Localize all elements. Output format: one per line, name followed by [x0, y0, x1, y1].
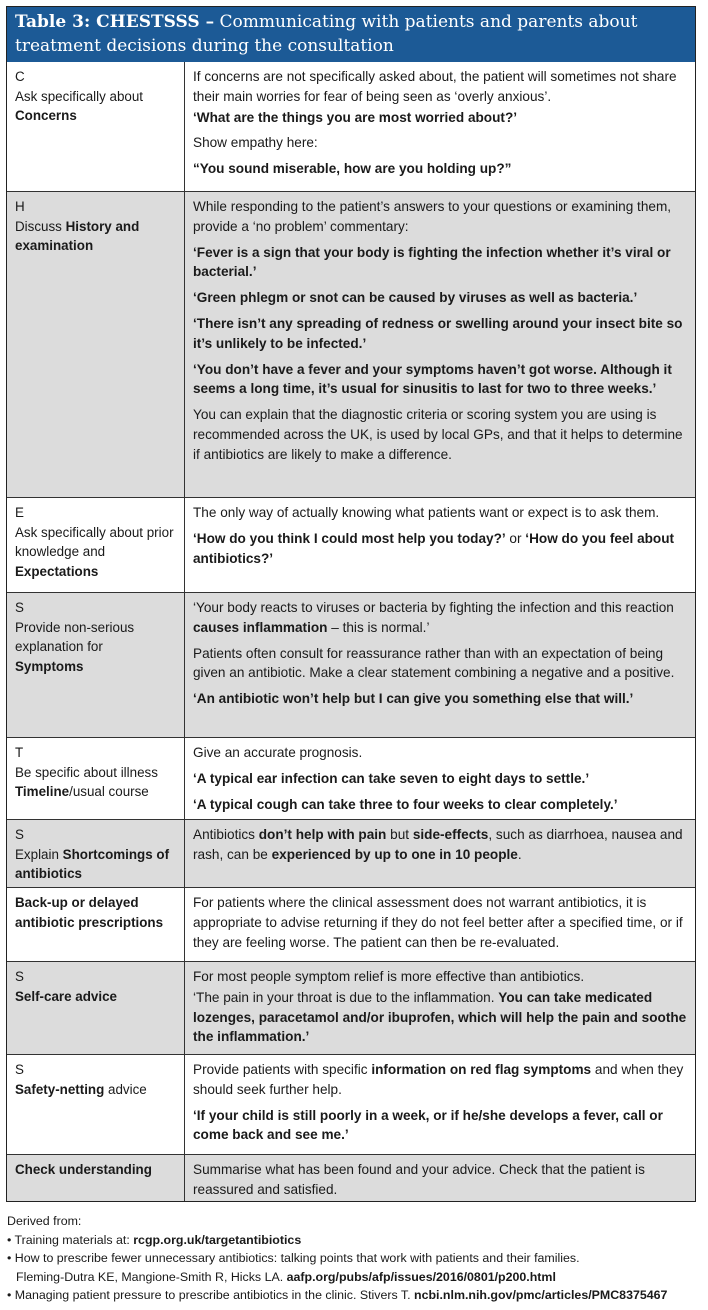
row-text: . — [517, 846, 522, 862]
row-letter: H — [15, 199, 25, 214]
row-label — [7, 593, 185, 737]
row-term: Concerns — [15, 108, 77, 123]
row-term: Symptoms — [15, 658, 84, 674]
row-quote: ‘A typical ear infection can take seven to eight days to settle.’ — [193, 770, 590, 786]
row-description: /usual course — [69, 784, 149, 799]
row-timeline — [7, 738, 695, 820]
row-shortcomings — [7, 820, 695, 888]
chestsss-table — [6, 6, 696, 1202]
row-content — [185, 62, 695, 191]
row-term: Expectations — [15, 563, 99, 579]
table-title-rest: Communicating with patients and parents about treatment decisions during the consultation — [15, 12, 638, 56]
row-term: Shortcomings of antibiotics — [15, 846, 170, 881]
row-letter: S — [15, 600, 24, 615]
row-letter: E — [15, 505, 24, 520]
row-text: , such as diarrhoea, nausea and rash, can be — [193, 827, 683, 862]
row-label — [7, 192, 185, 497]
row-description: Ask specifically about prior knowledge and — [15, 524, 174, 559]
row-quote: ‘Fever is a sign that your body is fighting the infection whether it’s viral or bacterial.’ — [193, 244, 671, 280]
row-letter: S — [15, 969, 24, 984]
row-term: Check understanding — [15, 1162, 152, 1177]
row-letter: C — [15, 69, 25, 84]
row-description: Ask specifically about — [15, 88, 144, 104]
row-emphasis: don’t help with pain — [258, 827, 387, 842]
row-quote: ‘A typical cough can take three to four weeks to clear completely.’ — [193, 796, 618, 812]
row-text: For most people symptom relief is more effective than antibiotics. — [193, 969, 585, 984]
row-quote: ‘What are the things you are most worried about?’ — [193, 109, 518, 125]
sources-footer — [7, 1212, 702, 1305]
source-text: • Training materials at: — [7, 1232, 134, 1247]
row-description: Provide non-serious explanation for — [15, 619, 135, 654]
row-emphasis: You can take medicated lozenges, paracetamol and/or ibuprofen, which will help the pain and soothe the inflammation.’ — [193, 989, 687, 1045]
row-description: Discuss — [15, 218, 62, 234]
row-letter: S — [15, 827, 24, 842]
row-description: Explain — [15, 846, 59, 862]
row-quote: “You sound miserable, how are you holding up?” — [193, 161, 512, 177]
row-text: While responding to the patient’s answers to your questions or examining them, provide a ‘no problem’ commentary: — [193, 199, 672, 234]
row-expectations — [7, 498, 695, 593]
row-symptoms — [7, 593, 695, 738]
row-content — [185, 1055, 695, 1154]
row-content — [185, 962, 695, 1054]
row-label — [7, 62, 185, 191]
row-text: but — [386, 827, 413, 842]
row-label — [7, 1055, 185, 1154]
row-text: For patients where the clinical assessment does not warrant antibiotics, it is appropriate to advise returning if they do not feel better after a specified time, or if they are feeling worse. The patient can then be re-evaluated. — [193, 895, 683, 950]
table-title-bold: Table 3: CHESTSSS – — [15, 12, 215, 32]
row-text: Antibiotics — [193, 827, 259, 842]
row-text: ‘Your body reacts to viruses or bacteria by fighting the infection and this reaction — [193, 600, 674, 615]
row-quote: ‘An antibiotic won’t help but I can give you something else that will.’ — [193, 691, 634, 707]
row-text: Give an accurate prognosis. — [193, 745, 363, 760]
row-label — [7, 1155, 185, 1201]
row-description: advice — [104, 1081, 147, 1097]
source-link[interactable]: rcgp.org.uk/targetantibiotics — [133, 1232, 302, 1247]
row-content — [185, 820, 695, 887]
row-letter: S — [15, 1062, 24, 1077]
row-term: Safety-netting — [15, 1081, 105, 1097]
row-quote: ‘You don’t have a fever and your symptoms haven’t got worse. Although it seems a long time, it’s usual for sinusitis to last for two to three weeks.’ — [193, 361, 672, 397]
row-text: ‘The pain in your throat is due to the inflammation. — [193, 989, 499, 1005]
row-text: Patients often consult for reassurance rather than with an expectation of being given an antibiotic. Make a clear statement combining a negative and a positive. — [193, 645, 675, 681]
row-term: Back-up or delayed antibiotic prescriptions — [15, 895, 164, 930]
row-content — [185, 738, 695, 819]
row-label — [7, 498, 185, 592]
row-emphasis: experienced by up to one in 10 people — [271, 846, 518, 862]
row-text: or — [505, 530, 526, 546]
row-text: If concerns are not specifically asked about, the patient will sometimes not share their main worries for fear of being seen as ‘overly anxious’. — [193, 69, 677, 104]
row-letter: T — [15, 745, 24, 760]
row-label — [7, 962, 185, 1054]
row-emphasis: side-effects — [412, 827, 489, 842]
row-emphasis: information on red flag symptoms — [371, 1062, 592, 1077]
row-text: and when they should seek further help. — [193, 1062, 684, 1097]
table-title — [7, 7, 695, 62]
row-description: Be specific about illness — [15, 764, 158, 780]
row-text: Provide patients with specific — [193, 1062, 372, 1077]
row-text: Show empathy here: — [193, 135, 318, 151]
row-text: – this is normal.’ — [327, 619, 430, 635]
row-concerns — [7, 62, 695, 192]
row-content — [185, 1155, 695, 1201]
row-quote: ‘Green phlegm or snot can be caused by viruses as well as bacteria.’ — [193, 290, 638, 306]
row-content — [185, 593, 695, 737]
row-check-understanding — [7, 1155, 695, 1201]
row-quote: ‘If your child is still poorly in a week, or if he/she develops a fever, call or come back and see me.’ — [193, 1107, 663, 1143]
source-item — [7, 1231, 702, 1250]
row-content — [185, 498, 695, 592]
row-text: You can explain that the diagnostic criteria or scoring system you are using is recommended across the UK, is used by local GPs, and that it helps to determine if antibiotics are likely to make a difference. — [193, 407, 683, 462]
row-term: History and examination — [15, 218, 140, 253]
row-label — [7, 888, 185, 961]
row-content — [185, 192, 695, 497]
row-history — [7, 192, 695, 498]
row-term: Self-care advice — [15, 988, 117, 1004]
sources-heading: Derived from: — [7, 1214, 82, 1228]
row-term: Timeline — [15, 784, 70, 799]
row-label — [7, 820, 185, 887]
row-quote: ‘How do you think I could most help you today?’ — [193, 530, 506, 546]
row-text: The only way of actually knowing what patients want or expect is to ask them. — [193, 505, 660, 520]
row-safety-netting — [7, 1055, 695, 1155]
source-item: • How to prescribe fewer unnecessary antibiotics: talking points that work with patients and their families. — [7, 1251, 580, 1265]
row-text: Summarise what has been found and your advice. Check that the patient is reassured and satisfied. — [193, 1162, 645, 1197]
row-quote: ‘How do you feel about antibiotics?’ — [193, 530, 675, 566]
row-label — [7, 738, 185, 819]
row-emphasis: causes inflammation — [193, 619, 328, 635]
row-quote: ‘There isn’t any spreading of redness or swelling around your insect bite so it’s unlikely to be infected.’ — [193, 315, 683, 351]
row-selfcare — [7, 962, 695, 1055]
source-link[interactable]: aafp.org/pubs/afp/issues/2016/0801/p200.html — [286, 1269, 556, 1284]
row-backup — [7, 888, 695, 962]
source-text: Fleming-Dutra KE, Mangione-Smith R, Hicks LA. — [16, 1269, 287, 1284]
source-text: • Managing patient pressure to prescribe antibiotics in the clinic. Stivers T. — [7, 1288, 415, 1302]
source-link[interactable]: ncbi.nlm.nih.gov/pmc/articles/PMC8375467 — [414, 1288, 668, 1302]
row-content — [185, 888, 695, 961]
source-item — [7, 1286, 702, 1305]
source-item — [7, 1268, 702, 1287]
